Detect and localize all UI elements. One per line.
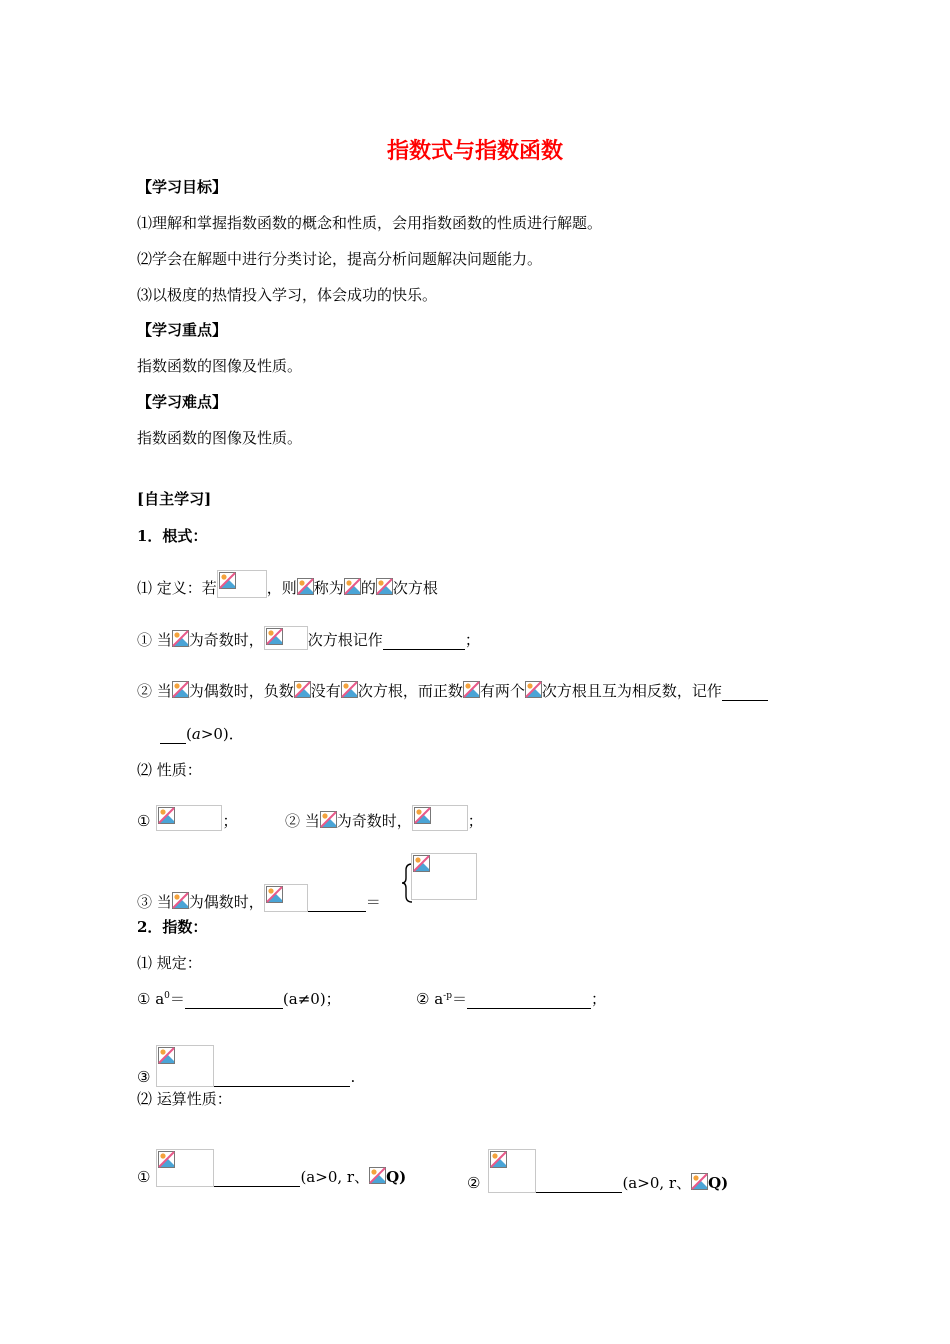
definition-line <box>137 570 438 598</box>
rule-text: ＝ <box>451 990 467 1008</box>
condition-text: (a>0, r、 <box>622 1174 692 1192</box>
condition-text: ( <box>186 725 192 743</box>
formula-image <box>264 884 308 912</box>
odd-text: 为奇数时， <box>188 631 264 649</box>
property-text: 为奇数时， <box>336 812 412 830</box>
even-text: 没有 <box>310 682 341 700</box>
broken-image-icon <box>294 681 311 698</box>
definition-text: 次方根 <box>392 579 438 597</box>
goal-2: ⑵学会在解题中进行分类讨论，提高分析问题解决问题能力。 <box>137 250 543 268</box>
broken-image-icon <box>266 628 283 645</box>
item-number: ① <box>137 812 151 830</box>
key-text: 指数函数的图像及性质。 <box>137 357 303 375</box>
item-number: ① <box>137 1168 151 1186</box>
broken-image-icon <box>490 1151 507 1168</box>
property-text: ③ 当 <box>137 893 172 911</box>
punctuation: ； <box>467 812 483 830</box>
superscript: 0 <box>164 991 170 1001</box>
goal-3: ⑶以极度的热情投入学习，体会成功的快乐。 <box>137 286 438 304</box>
answer-blank[interactable] <box>536 1176 622 1193</box>
broken-image-icon <box>463 681 480 698</box>
condition-text: Q) <box>386 1168 407 1186</box>
broken-image-icon <box>219 572 236 589</box>
even-root-line <box>137 681 768 701</box>
operations-heading: ⑵ 运算性质： <box>137 1090 232 1108</box>
difficult-heading: 【学习难点】 <box>137 393 228 411</box>
equals-sign: ＝ <box>365 893 381 911</box>
item-number: ② <box>467 1174 481 1192</box>
broken-image-icon <box>691 1173 708 1190</box>
property-line-2 <box>285 805 483 831</box>
broken-image-icon <box>266 886 283 903</box>
answer-blank[interactable] <box>160 727 186 744</box>
answer-blank[interactable] <box>214 1070 350 1087</box>
goal-1: ⑴理解和掌握指数函数的概念和性质，会用指数函数的性质进行解题。 <box>137 214 603 232</box>
broken-image-icon <box>341 681 358 698</box>
broken-image-icon <box>344 578 361 595</box>
punctuation: ； <box>591 990 607 1008</box>
definition-text: ，则 <box>266 579 297 597</box>
key-heading: 【学习重点】 <box>137 321 228 339</box>
formula-image <box>156 805 222 831</box>
definition-text: ⑴ 定义：若 <box>137 579 217 597</box>
rule-line-2 <box>416 989 606 1009</box>
rule-text: ② a <box>416 990 444 1008</box>
properties-heading: ⑵ 性质： <box>137 761 202 779</box>
property-text: ② 当 <box>285 812 320 830</box>
even-text: ② 当 <box>137 682 172 700</box>
formula-image <box>156 1045 214 1087</box>
broken-image-icon <box>297 578 314 595</box>
operation-line-2 <box>467 1149 728 1193</box>
formula-image <box>412 805 468 831</box>
broken-image-icon <box>172 630 189 647</box>
formula-image <box>217 570 267 598</box>
radicals-heading: 1．根式： <box>137 527 208 545</box>
difficult-text: 指数函数的图像及性质。 <box>137 429 303 447</box>
even-text: 次方根，而正数 <box>357 682 463 700</box>
definition-text: 称为 <box>313 579 344 597</box>
rule-text: ＝ <box>169 990 185 1008</box>
broken-image-icon <box>369 1167 386 1184</box>
broken-image-icon <box>172 681 189 698</box>
superscript: -p <box>443 991 452 1001</box>
odd-text: 次方根记作 <box>307 631 383 649</box>
broken-image-icon <box>158 1047 175 1064</box>
broken-image-icon <box>320 811 337 828</box>
even-text: 有两个 <box>479 682 525 700</box>
definition-text: 的 <box>360 579 376 597</box>
answer-blank[interactable] <box>383 633 465 650</box>
broken-image-icon <box>158 1151 175 1168</box>
item-number: ③ <box>137 1068 151 1086</box>
exponent-heading: 2．指数： <box>137 918 208 936</box>
condition-text: >0)． <box>200 725 244 743</box>
condition-variable: a <box>191 725 201 743</box>
even-root-continuation <box>160 724 244 744</box>
rule-line-1 <box>137 989 341 1009</box>
formula-image <box>411 853 477 900</box>
answer-blank[interactable] <box>467 992 591 1009</box>
odd-text: ； <box>464 631 480 649</box>
even-text: 次方根且互为相反数，记作 <box>541 682 722 700</box>
rule-line-3 <box>137 1045 355 1087</box>
answer-blank[interactable] <box>185 992 283 1009</box>
self-study-heading: [自主学习] <box>137 490 212 508</box>
answer-blank[interactable] <box>308 895 366 912</box>
broken-image-icon <box>525 681 542 698</box>
punctuation: . <box>350 1068 356 1086</box>
condition-text: (a>0, r、 <box>300 1168 370 1186</box>
page-title: 指数式与指数函数 <box>386 138 563 164</box>
formula-image <box>264 626 308 650</box>
broken-image-icon <box>376 578 393 595</box>
punctuation: ； <box>222 812 238 830</box>
goals-heading: 【学习目标】 <box>137 178 228 196</box>
property-line-1 <box>137 805 237 831</box>
broken-image-icon <box>172 892 189 909</box>
broken-image-icon <box>414 807 431 824</box>
formula-image <box>488 1149 536 1193</box>
property-line-3 <box>137 884 381 912</box>
formula-image <box>156 1149 214 1187</box>
property-text: 为偶数时， <box>188 893 264 911</box>
odd-text: ① 当 <box>137 631 172 649</box>
operation-line-1 <box>137 1149 406 1187</box>
broken-image-icon <box>158 807 175 824</box>
condition-text: Q) <box>708 1174 729 1192</box>
odd-root-line <box>137 626 480 650</box>
rule-text: (a≠0)； <box>282 990 341 1008</box>
even-text: 为偶数时，负数 <box>188 682 294 700</box>
broken-image-icon <box>413 855 430 872</box>
answer-blank[interactable] <box>722 684 768 701</box>
rule-text: ① a <box>137 990 165 1008</box>
rules-heading: ⑴ 规定： <box>137 954 202 972</box>
answer-blank[interactable] <box>214 1170 300 1187</box>
